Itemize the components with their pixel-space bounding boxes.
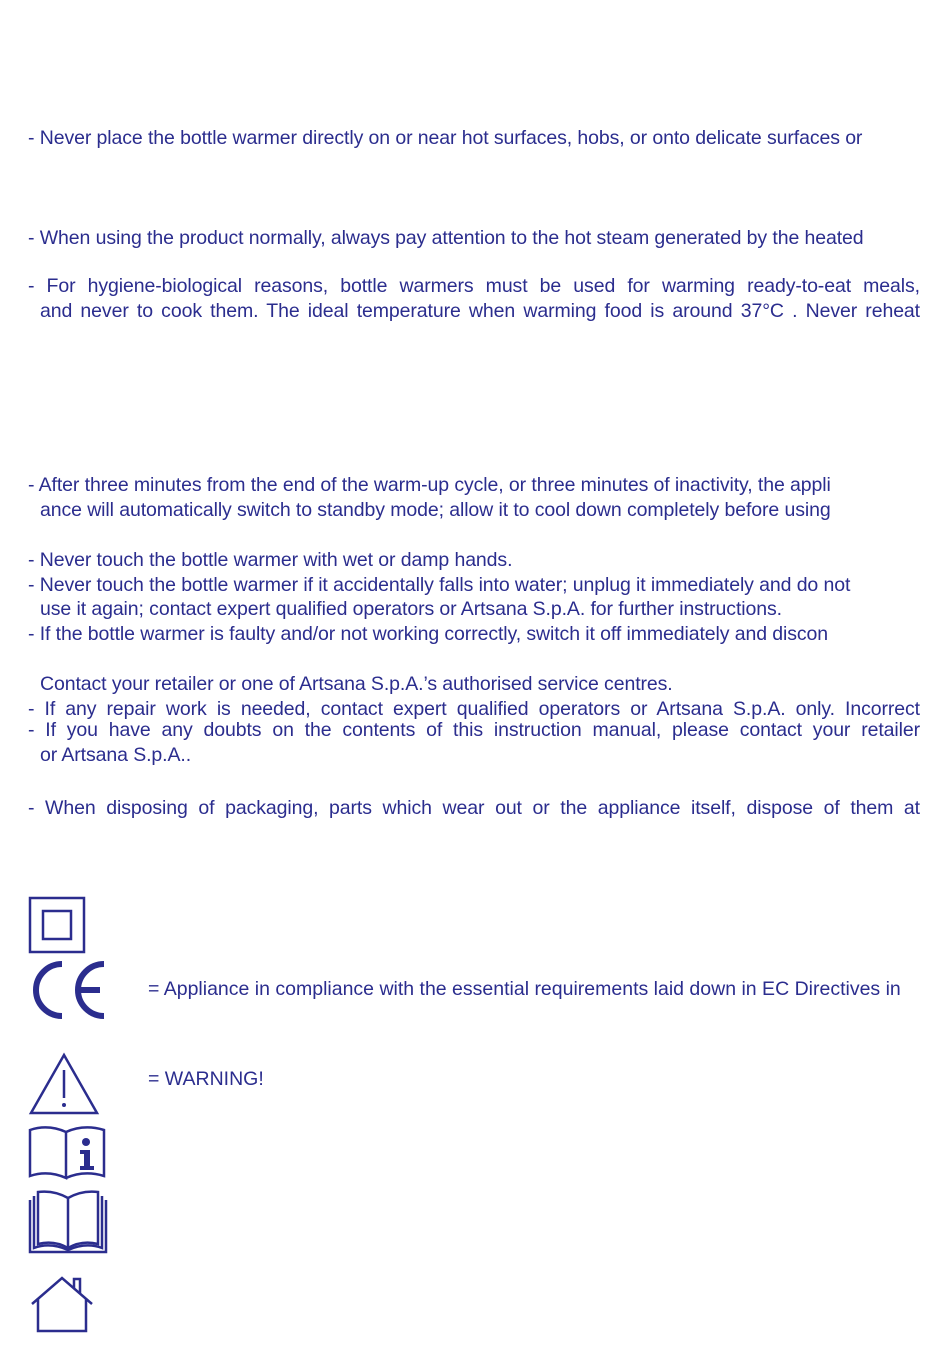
manual-info-icon	[28, 1124, 108, 1180]
bullet-faulty-contact: Contact your retailer or one of Artsana S.p.A.’s authorised service centres.	[40, 673, 673, 695]
bullet-hygiene: - For hygiene-biological reasons, bottle warmers must be used for warming ready-to-eat meals,	[28, 275, 920, 297]
bullet-doubts: - If you have any doubts on the contents of this instruction manual, please contact your retailer	[28, 719, 920, 741]
bullet-disposal: - When disposing of packaging, parts which wear out or the appliance itself, dispose of them at	[28, 797, 920, 819]
bullet-water-cont: use it again; contact expert qualified operators or Artsana S.p.A. for further instructions.	[40, 598, 782, 620]
open-book-icon	[28, 1190, 108, 1256]
bullet-standby-cont: ance will automatically switch to standby mode; allow it to cool down completely before using	[40, 499, 831, 521]
house-icon	[28, 1274, 96, 1334]
double-square-icon	[28, 896, 86, 954]
ce-mark-icon	[28, 958, 108, 1022]
warning-triangle-icon	[28, 1052, 100, 1116]
bullet-doubts-cont: or Artsana S.p.A..	[40, 744, 192, 766]
warning-legend: = WARNING!	[148, 1068, 264, 1090]
bullet-standby: - After three minutes from the end of the warm-up cycle, or three minutes of inactivity, the appli	[28, 474, 831, 496]
bullet-hot-surfaces: - Never place the bottle warmer directly on or near hot surfaces, hobs, or onto delicate surfaces or	[28, 127, 863, 149]
bullet-wet-hands: - Never touch the bottle warmer with wet or damp hands.	[28, 549, 513, 571]
bullet-hygiene-cont: and never to cook them. The ideal temperature when warming food is around 37°C . Never reheat	[40, 300, 920, 322]
bullet-faulty: - If the bottle warmer is faulty and/or not working correctly, switch it off immediately and discon	[28, 623, 829, 645]
bullet-hot-steam: - When using the product normally, always pay attention to the hot steam generated by the heated	[28, 227, 864, 249]
bullet-repair: - If any repair work is needed, contact expert qualified operators or Artsana S.p.A. only. Incorrect	[28, 698, 920, 720]
bullet-water: - Never touch the bottle warmer if it accidentally falls into water; unplug it immediately and do not	[28, 574, 851, 596]
ce-legend: = Appliance in compliance with the essential requirements laid down in EC Directives in	[148, 978, 901, 1000]
